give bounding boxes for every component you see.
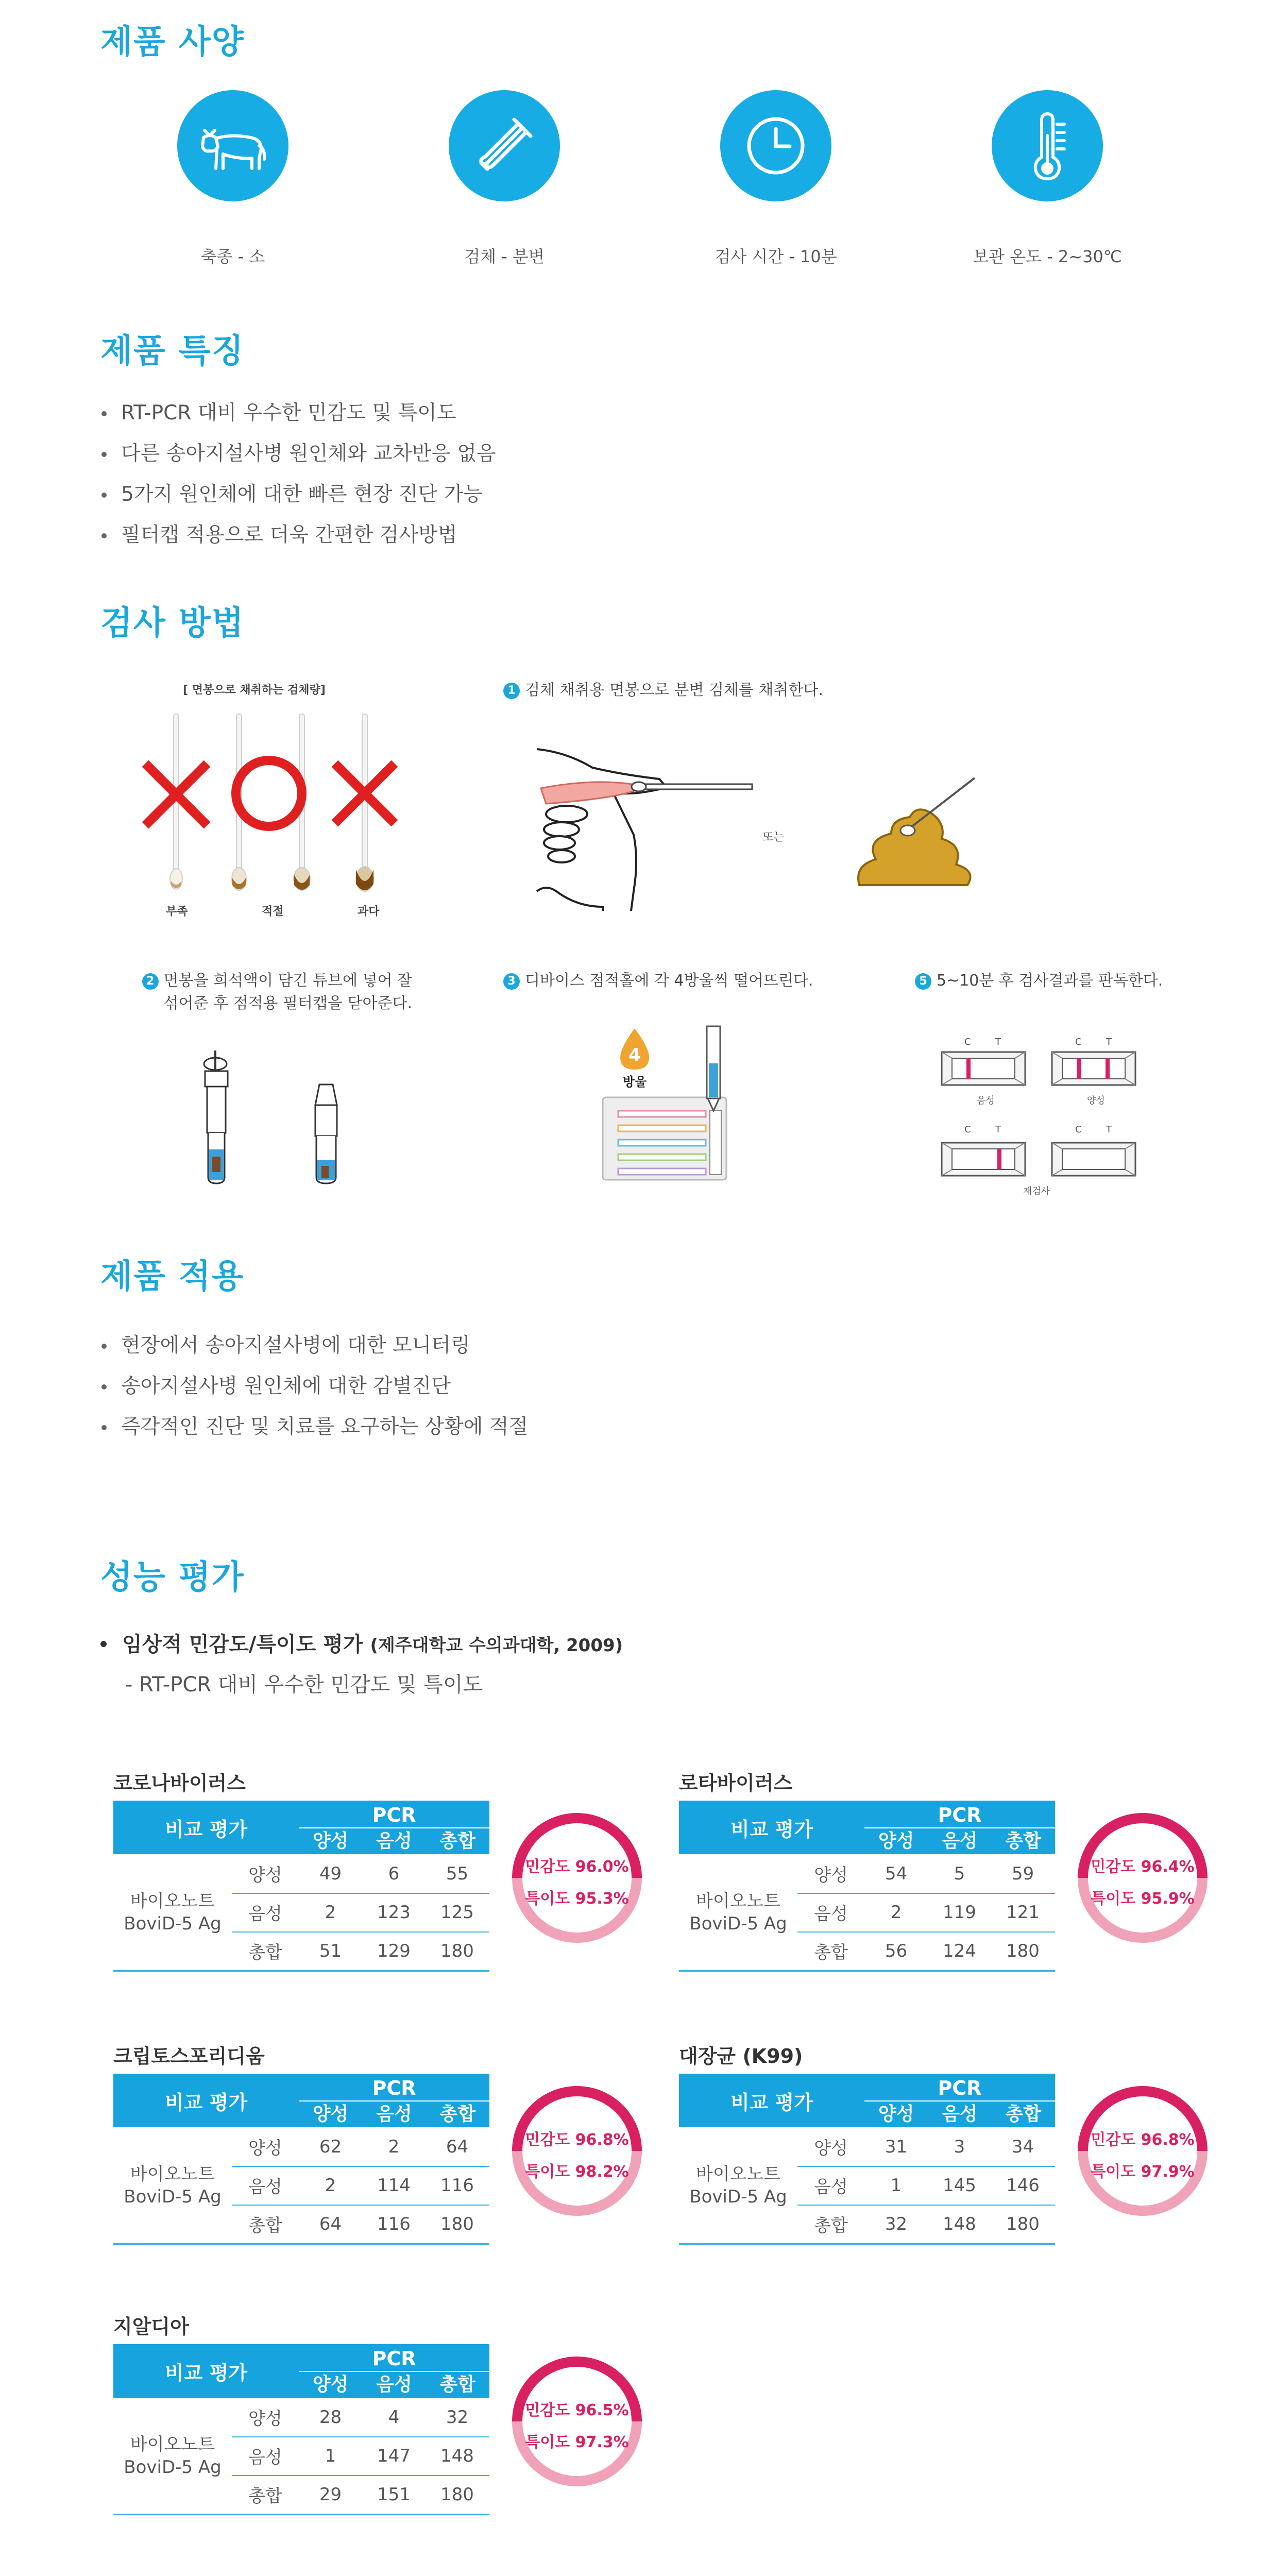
table-cell: 114 xyxy=(377,2175,411,2196)
table-cell: 124 xyxy=(943,1940,976,1961)
pathogen-title: 크립토스포리디움 xyxy=(113,2045,265,2067)
clinical-title-text: 임상적 민감도/특이도 평가 xyxy=(122,1633,363,1656)
sensitivity-value: 민감도 96.8% xyxy=(525,2131,629,2149)
step-text: 검체 채취용 면봉으로 분변 검체를 채취한다. xyxy=(525,681,823,699)
list-item: 필터캡 적용으로 더욱 간편한 검사방법 xyxy=(100,515,496,555)
ring-chart xyxy=(507,2352,647,2491)
result-label-retest: 재검사 xyxy=(1023,1186,1050,1197)
step-text: 5~10분 후 검사결과를 판독한다. xyxy=(937,972,1163,990)
column-header: 음성 xyxy=(942,2104,978,2125)
row-label: 총합 xyxy=(248,2215,282,2236)
list-item: 다른 송아지설사병 원인체와 교차반응 없음 xyxy=(100,433,496,474)
sensitivity-specificity-ring xyxy=(507,2352,647,2491)
ring-chart xyxy=(1073,2081,1212,2221)
spec-label: 검체 - 분변 xyxy=(464,247,545,266)
clinical-eval-title xyxy=(100,1628,623,1657)
thermometer-icon xyxy=(992,90,1103,201)
column-headers xyxy=(299,1827,489,1855)
table-cell: 151 xyxy=(377,2484,411,2505)
table-cell: 62 xyxy=(319,2136,342,2157)
row-label: 양성 xyxy=(814,1865,848,1886)
section-title-application: 제품 적용 xyxy=(100,1258,245,1296)
performance-table xyxy=(113,2074,489,2246)
result-t-label: T xyxy=(1106,1124,1112,1135)
clinical-subtitle: - RT-PCR 대비 우수한 민감도 및 특이도 xyxy=(125,1673,483,1697)
row-label: 양성 xyxy=(248,2138,282,2159)
specificity-value: 특이도 97.9% xyxy=(1091,2163,1195,2181)
step-number: 1 xyxy=(503,683,520,699)
compare-label: 비교 평가 xyxy=(164,2091,248,2114)
step-1 xyxy=(503,679,823,702)
step-text: 면봉을 희석액이 담긴 튜브에 넣어 잘 xyxy=(163,972,412,990)
row-label: 양성 xyxy=(814,2138,848,2159)
table-cell: 31 xyxy=(885,2136,908,2157)
step-text: 디바이스 점적홀에 각 4방울씩 떨어뜨린다. xyxy=(525,972,813,990)
ring-chart xyxy=(507,2081,647,2221)
sensitivity-value: 민감도 96.0% xyxy=(525,1858,629,1876)
table-cell: 125 xyxy=(440,1902,474,1923)
compare-label: 비교 평가 xyxy=(730,1818,813,1841)
row-label: 양성 xyxy=(248,2409,282,2429)
pathogen-title: 지알디아 xyxy=(113,2315,189,2338)
list-item: RT-PCR 대비 우수한 민감도 및 특이도 xyxy=(100,393,496,433)
sensitivity-specificity-ring xyxy=(1073,2081,1212,2221)
performance-table xyxy=(679,1801,1055,1973)
device-name xyxy=(113,1854,232,1970)
clock-icon xyxy=(720,90,831,201)
table-row xyxy=(797,1854,1055,1894)
device-line1: 바이오노트 xyxy=(130,2163,215,2184)
table-bottom-line xyxy=(113,2514,489,2515)
table-header xyxy=(113,2344,489,2398)
sensitivity-specificity-ring xyxy=(507,1808,647,1947)
table-cell: 49 xyxy=(319,1863,342,1884)
device-name xyxy=(113,2127,232,2243)
section-title-method: 검사 방법 xyxy=(100,604,245,642)
table-bottom-line xyxy=(679,1970,1055,1972)
table-row xyxy=(232,1854,489,1894)
column-header: 음성 xyxy=(376,2374,412,2395)
row-label: 음성 xyxy=(814,1904,848,1924)
table-cell: 3 xyxy=(954,2136,965,2157)
list-item: 현장에서 송아지설사병에 대한 모니터링 xyxy=(100,1325,528,1366)
table-cell: 121 xyxy=(1006,1902,1040,1923)
specificity-value: 특이도 97.3% xyxy=(525,2433,629,2451)
cow-icon xyxy=(177,90,288,201)
table-cell: 54 xyxy=(885,1863,908,1884)
performance-table xyxy=(113,2344,489,2517)
table-bottom-line xyxy=(113,1970,489,1972)
table-cell: 116 xyxy=(377,2213,411,2234)
table-row xyxy=(797,2205,1055,2243)
row-label: 음성 xyxy=(248,2447,282,2468)
feces-sample-illustration xyxy=(855,773,989,891)
table-cell: 123 xyxy=(377,1902,411,1923)
list-item: 즉각적인 진단 및 치료를 요구하는 상황에 적절 xyxy=(100,1406,528,1447)
table-cell: 147 xyxy=(377,2445,411,2466)
test-tube-icon xyxy=(449,90,560,201)
result-t-label: T xyxy=(1106,1037,1112,1047)
sensitivity-value: 민감도 96.8% xyxy=(1091,2131,1195,2149)
device-name xyxy=(113,2398,232,2514)
table-row xyxy=(232,2166,489,2206)
table-cell: 119 xyxy=(943,1902,976,1923)
device-line1: 바이오노트 xyxy=(695,1890,781,1911)
result-c-label: C xyxy=(964,1037,971,1047)
table-cell: 64 xyxy=(446,2136,469,2157)
table-cell: 6 xyxy=(388,1863,400,1884)
table-cell: 2 xyxy=(388,2136,400,2157)
column-header: 총합 xyxy=(1005,2104,1042,2125)
table-cell: 1 xyxy=(890,2175,902,2196)
ring-chart xyxy=(507,1808,647,1947)
swab-label-excess: 과다 xyxy=(358,905,380,918)
table-cell: 56 xyxy=(885,1940,908,1961)
step-5 xyxy=(915,970,1163,992)
step-number: 5 xyxy=(915,973,931,990)
sample-amount-title: [ 면봉으로 채취하는 검체량] xyxy=(183,684,326,697)
table-header xyxy=(113,2074,489,2127)
spec-label: 검사 시간 - 10분 xyxy=(715,247,837,266)
row-label: 총합 xyxy=(248,2486,282,2506)
column-header: 음성 xyxy=(942,1831,978,1852)
device-line2: BoviD-5 Ag xyxy=(124,1913,222,1934)
pathogen-title: 대장균 (K99) xyxy=(679,2045,803,2067)
spec-label: 축종 - 소 xyxy=(200,247,265,266)
device-line2: BoviD-5 Ag xyxy=(124,2186,222,2207)
table-row xyxy=(232,2127,489,2167)
pcr-label: PCR xyxy=(372,2077,416,2099)
section-title-performance: 성능 평가 xyxy=(100,1558,245,1597)
table-cell: 2 xyxy=(890,1902,902,1923)
test-device-illustration xyxy=(598,1020,737,1195)
table-cell: 55 xyxy=(446,1863,469,1884)
table-header xyxy=(679,2074,1055,2127)
device-name xyxy=(679,1854,797,1970)
row-label: 양성 xyxy=(248,1865,282,1886)
table-cell: 145 xyxy=(943,2175,976,2196)
specificity-value: 특이도 95.9% xyxy=(1091,1890,1195,1908)
table-cell: 2 xyxy=(325,1902,336,1923)
step-3 xyxy=(503,970,813,992)
result-t-label: T xyxy=(995,1037,1001,1047)
table-row xyxy=(232,1931,489,1970)
table-cell: 4 xyxy=(388,2406,400,2428)
pcr-label: PCR xyxy=(372,1804,416,1826)
table-cell: 180 xyxy=(440,1940,474,1961)
table-cell: 180 xyxy=(1006,1940,1040,1961)
table-cell: 180 xyxy=(1006,2213,1040,2234)
column-header: 총합 xyxy=(439,2104,476,2125)
table-header xyxy=(113,1801,489,1854)
spec-storage xyxy=(970,90,1125,267)
column-header: 양성 xyxy=(878,2104,914,2125)
table-cell: 2 xyxy=(325,2175,336,2196)
table-row xyxy=(797,1931,1055,1970)
column-header: 양성 xyxy=(312,2104,349,2125)
row-label: 음성 xyxy=(814,2177,848,2197)
compare-label: 비교 평가 xyxy=(730,2091,813,2114)
table-row xyxy=(797,2127,1055,2167)
tube-filter-cap-illustration xyxy=(196,1048,350,1193)
spec-label: 보관 온도 - 2~30℃ xyxy=(973,247,1122,266)
pathogen-title: 로타바이러스 xyxy=(679,1772,793,1794)
performance-table xyxy=(679,2074,1055,2246)
table-cell: 64 xyxy=(319,2213,342,2234)
table-row xyxy=(797,2166,1055,2206)
table-cell: 32 xyxy=(446,2406,469,2428)
device-name xyxy=(679,2127,797,2243)
step-2 xyxy=(123,970,412,1015)
column-headers xyxy=(864,2100,1055,2128)
result-c-label: C xyxy=(1075,1124,1082,1135)
table-cell: 1 xyxy=(325,2445,336,2466)
result-cassettes-illustration xyxy=(941,1051,1142,1180)
pcr-label: PCR xyxy=(372,2347,416,2370)
compare-label: 비교 평가 xyxy=(164,2361,248,2384)
result-t-label: T xyxy=(995,1124,1001,1135)
pcr-label: PCR xyxy=(938,1804,982,1826)
column-header: 총합 xyxy=(1005,1831,1042,1852)
device-line1: 바이오노트 xyxy=(130,1890,215,1911)
table-cell: 148 xyxy=(943,2213,976,2234)
specificity-value: 특이도 95.3% xyxy=(525,1890,629,1908)
sensitivity-value: 민감도 96.4% xyxy=(1091,1858,1195,1876)
result-c-label: C xyxy=(964,1124,971,1135)
table-cell: 129 xyxy=(377,1940,411,1961)
sampling-hand-illustration xyxy=(536,737,773,912)
sensitivity-value: 민감도 96.5% xyxy=(525,2401,629,2419)
table-row xyxy=(232,2398,489,2437)
column-header: 양성 xyxy=(312,1831,349,1852)
column-headers xyxy=(864,1827,1055,1855)
sensitivity-specificity-ring xyxy=(507,2081,647,2221)
table-header xyxy=(679,1801,1055,1854)
column-header: 총합 xyxy=(439,2374,476,2395)
device-line2: BoviD-5 Ag xyxy=(124,2456,222,2478)
table-cell: 29 xyxy=(319,2484,342,2505)
section-title-specs: 제품 사양 xyxy=(100,23,245,61)
column-header: 음성 xyxy=(376,2104,412,2125)
sensitivity-specificity-ring xyxy=(1073,1808,1212,1947)
or-label: 또는 xyxy=(762,831,785,844)
result-label-positive: 양성 xyxy=(1087,1095,1105,1106)
table-row xyxy=(797,1893,1055,1933)
drop-label: 방울 xyxy=(622,1075,647,1089)
clinical-source: (제주대학교 수의과대학, 2009) xyxy=(370,1635,623,1656)
table-cell: 59 xyxy=(1011,1863,1034,1884)
table-cell: 28 xyxy=(319,2406,342,2428)
swab-amount-illustration xyxy=(139,711,407,896)
table-cell: 148 xyxy=(440,2445,474,2466)
table-cell: 116 xyxy=(440,2175,474,2196)
table-bottom-line xyxy=(113,2243,489,2245)
ring-chart xyxy=(1073,1808,1212,1947)
column-header: 양성 xyxy=(312,2374,349,2395)
table-cell: 34 xyxy=(1011,2136,1034,2157)
column-headers xyxy=(299,2371,489,2399)
device-line1: 바이오노트 xyxy=(695,2163,781,2184)
table-cell: 5 xyxy=(954,1863,965,1884)
spec-time xyxy=(699,90,853,267)
application-list xyxy=(100,1325,528,1447)
table-row xyxy=(232,2205,489,2243)
column-headers xyxy=(299,2100,489,2128)
table-cell: 32 xyxy=(885,2213,908,2234)
table-row xyxy=(232,1893,489,1933)
features-list xyxy=(100,393,496,555)
section-title-features: 제품 특징 xyxy=(100,332,245,370)
column-header: 총합 xyxy=(439,1831,476,1852)
column-header: 양성 xyxy=(878,1831,914,1852)
table-cell: 146 xyxy=(1006,2175,1040,2196)
table-cell: 180 xyxy=(440,2484,474,2505)
spec-sample xyxy=(427,90,582,267)
specificity-value: 특이도 98.2% xyxy=(525,2163,629,2181)
list-item: 5가지 원인체에 대한 빠른 현장 진단 가능 xyxy=(100,474,496,515)
pathogen-title: 코로나바이러스 xyxy=(113,1772,246,1794)
table-cell: 51 xyxy=(319,1940,342,1961)
compare-label: 비교 평가 xyxy=(164,1818,248,1841)
row-label: 음성 xyxy=(248,2177,282,2197)
column-header: 음성 xyxy=(376,1831,412,1852)
bullet-dot xyxy=(100,1641,107,1647)
table-row xyxy=(232,2475,489,2514)
row-label: 총합 xyxy=(814,2215,848,2236)
device-line1: 바이오노트 xyxy=(130,2434,215,2455)
swab-label-insufficient: 부족 xyxy=(166,905,188,918)
swab-label-adequate: 적절 xyxy=(262,905,284,918)
row-label: 음성 xyxy=(248,1904,282,1924)
result-label-negative: 음성 xyxy=(977,1095,995,1106)
table-row xyxy=(232,2436,489,2476)
row-label: 총합 xyxy=(814,1942,848,1963)
device-line2: BoviD-5 Ag xyxy=(689,2186,787,2207)
row-label: 총합 xyxy=(248,1942,282,1963)
table-cell: 180 xyxy=(440,2213,474,2234)
table-bottom-line xyxy=(679,2243,1055,2245)
list-item: 송아지설사병 원인체에 대한 감별진단 xyxy=(100,1366,528,1406)
result-c-label: C xyxy=(1075,1037,1082,1047)
step-text-line2: 섞어준 후 점적용 필터캡을 닫아준다. xyxy=(163,994,412,1012)
pcr-label: PCR xyxy=(938,2077,982,2099)
performance-table xyxy=(113,1801,489,1973)
step-number: 3 xyxy=(503,973,520,990)
spec-species xyxy=(156,90,310,267)
device-line2: BoviD-5 Ag xyxy=(689,1913,787,1934)
step-number: 2 xyxy=(142,973,159,990)
drop-count: 4 xyxy=(628,1045,641,1065)
